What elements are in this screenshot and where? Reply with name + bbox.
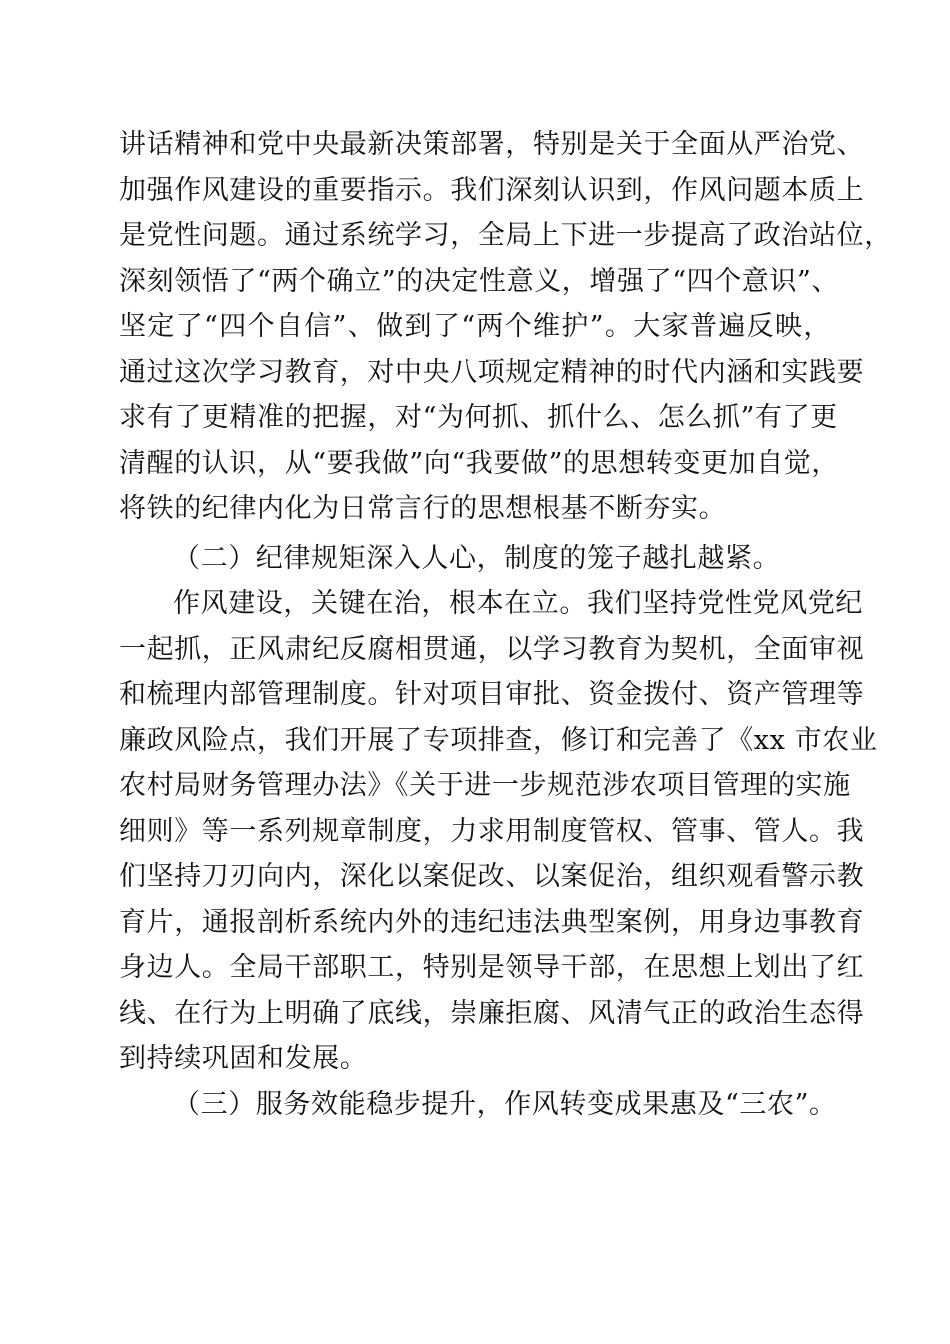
paragraph-line: 农村局财务管理办法》《关于进一步规范涉农项目管理的实施 <box>119 770 851 801</box>
paragraph-line: 细则》等一系列规章制度，力求用制度管权、管事、管人。我 <box>119 815 865 847</box>
paragraph-line: 和梳理内部管理制度。针对项目审批、资金拨付、资产管理等 <box>119 679 865 710</box>
paragraph-line: 作风建设，关键在治，根本在立。我们坚持党性党风党纪 <box>173 588 863 619</box>
section-heading-3: （三）服务效能稳步提升，作风转变成果惠及“三农”。 <box>173 1089 837 1120</box>
paragraph-line: 是党性问题。通过系统学习，全局上下进一步提高了政治站位， <box>119 220 892 251</box>
paragraph-discipline <box>119 581 878 1082</box>
paragraph-line: 求有了更精准的把握，对“为何抓、抓什么、怎么抓”有了更 <box>119 402 838 433</box>
paragraph-line: 线、在行为上明确了底线，崇廉拒腐、风清气正的政治生态得 <box>119 997 865 1029</box>
paragraph-line: 清醒的认识，从“要我做”向“我要做”的思想转变更加自觉， <box>119 447 840 479</box>
paragraph-line: 将铁的纪律内化为日常言行的思想根基不断夯实。 <box>119 493 727 524</box>
paragraph-line: 加强作风建设的重要指示。我们深刻认识到，作风问题本质上 <box>119 174 865 206</box>
paragraph-line: 们坚持刀刃向内，深化以案促改、以案促治，组织观看警示教 <box>119 861 865 892</box>
paragraph-line: 廉政风险点，我们开展了专项排查，修订和完善了《xx 市农业 <box>119 724 878 756</box>
paragraph-line: 通过这次学习教育，对中央八项规定精神的时代内涵和实践要 <box>119 356 865 388</box>
section-heading-2: （二）纪律规矩深入人心，制度的笼子越扎越紧。 <box>173 543 781 574</box>
paragraph-line: 到持续巩固和发展。 <box>119 1043 368 1074</box>
paragraph-continuation <box>119 122 892 532</box>
paragraph-line: 育片，通报剖析系统内外的违纪违法典型案例，用身边事教育 <box>119 906 865 938</box>
paragraph-line: 讲话精神和党中央最新决策部署，特别是关于全面从严治党、 <box>119 129 865 160</box>
paragraph-line: 深刻领悟了“两个确立”的决定性意义，增强了“四个意识”、 <box>119 265 840 297</box>
paragraph-line: 身边人。全局干部职工，特别是领导干部，在思想上划出了红 <box>119 952 865 983</box>
paragraph-line: 坚定了“四个自信”、做到了“两个维护”。大家普遍反映， <box>119 311 831 342</box>
paragraph-line: 一起抓，正风肃纪反腐相贯通，以学习教育为契机，全面审视 <box>119 633 865 665</box>
